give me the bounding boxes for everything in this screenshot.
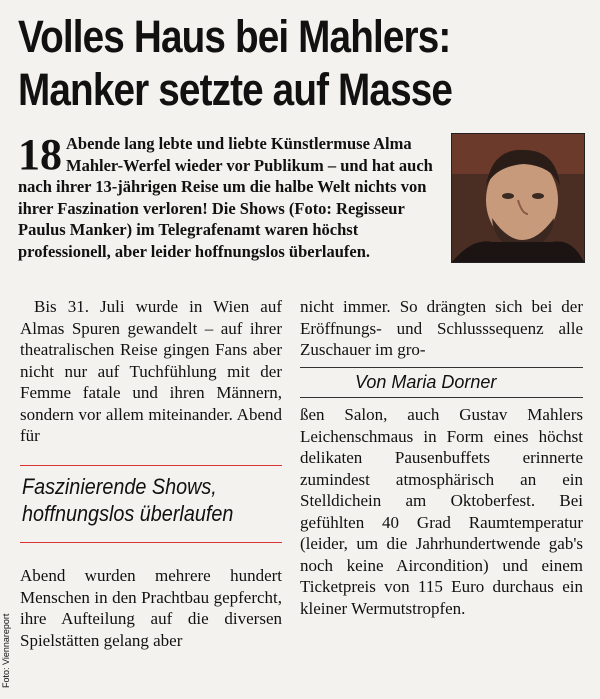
headline-line-2: Manker setzte auf Masse: [18, 64, 453, 115]
photo-credit: Foto: Viennareport: [1, 613, 11, 688]
portrait-image: [452, 134, 584, 262]
pullquote: [22, 473, 256, 527]
lead-text: Abende lang lebte und liebte Künstlermuse Alma Mahler-Werfel wieder vor Publikum – und hat auch nach ihrer 13-jährigen Reise um die halbe Welt nichts von ihrer Faszination verloren! Die Shows (Foto: Regisseur Paulus Manker) im Telegrafenamt waren höchst professionell, aber leider hoffnungslos überlaufen.: [18, 134, 433, 261]
column-1-part-2: [20, 565, 282, 651]
portrait-photo: [451, 133, 585, 263]
headline: [18, 10, 508, 116]
column-1-text-1: Bis 31. Juli wurde in Wien auf Almas Spuren gewandelt – auf ihrer theatralischen Reise gingen Fans aber nicht nur auf Tuchfühlung mit der Femme fatale und ihren Männern, sondern vor allem miteinander. Abend für: [20, 297, 282, 445]
byline-rule-bottom: [300, 397, 583, 398]
pullquote-rule-top: [20, 465, 282, 466]
drop-cap: 18: [18, 130, 62, 179]
byline-rule-top: [300, 367, 583, 368]
byline: Von Maria Dorner: [355, 372, 497, 392]
column-1-text-2: Abend wurden mehrere hundert Menschen in den Prachtbau gepfercht, ihre Aufteilung auf die diversen Spielstätten gelang aber: [20, 566, 282, 650]
column-2-text-2: ßen Salon, auch Gustav Mahlers Leichenschmaus in Form eines höchst delikaten Pausenbuffets erinnerte zumindest atmosphärisch an ein Stelldichein am Oktoberfest. Bei gefühlten 40 Grad Raumtemperatur (leider, um die Jahrhundertwende gab's noch keine Aircondition) und einem Ticketpreis von 115 Euro durchaus ein kleiner Wermutstropfen.: [300, 405, 583, 618]
column-2-text-1: nicht immer. So drängten sich bei der Eröffnungs- und Schlusssequenz alle Zuschauer im gro-: [300, 297, 583, 359]
headline-line-1: Volles Haus bei Mahlers:: [18, 11, 451, 62]
column-2-part-1: [300, 296, 583, 361]
column-1-part-1: [20, 296, 282, 447]
column-2-part-2: [300, 404, 583, 619]
lead-paragraph: [18, 130, 443, 262]
pullquote-rule-bottom: [20, 542, 282, 543]
pullquote-line-1: Faszinierende Shows,: [22, 474, 217, 499]
pullquote-line-2: hoffnungslos überlaufen: [22, 501, 234, 526]
